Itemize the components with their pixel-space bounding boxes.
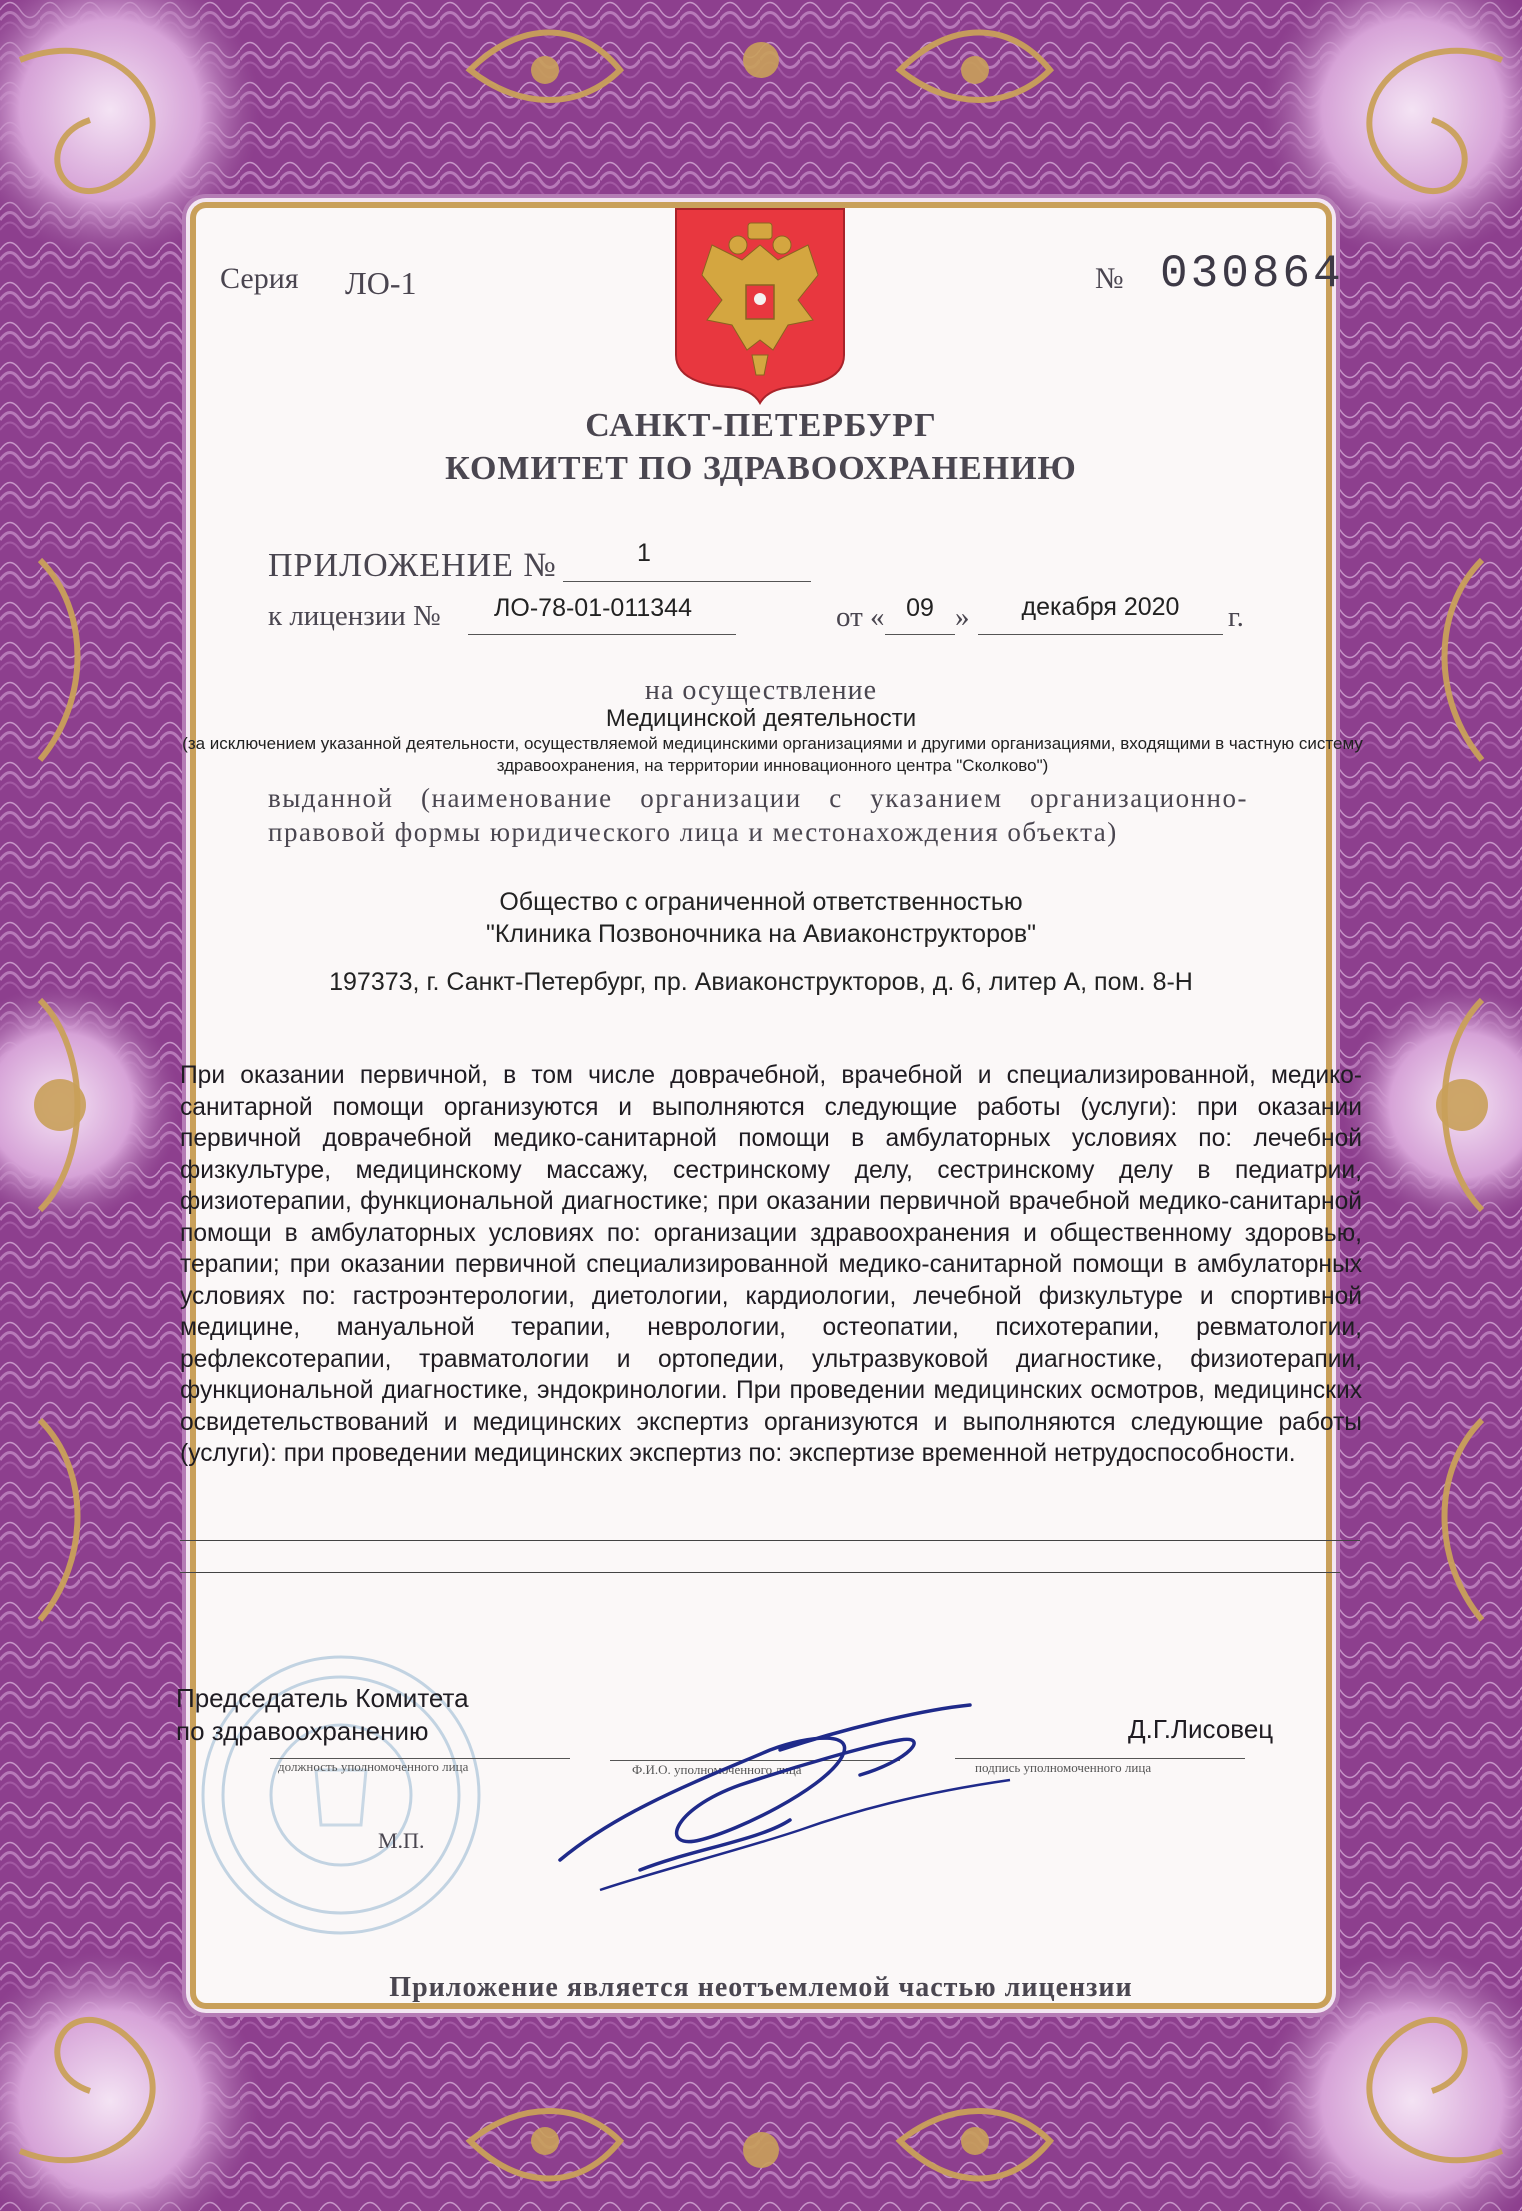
committee-heading: КОМИТЕТ ПО ЗДРАВООХРАНЕНИЮ [445,450,1077,487]
license-day: 09 [906,594,934,622]
organization-address: 197373, г. Санкт-Петербург, пр. Авиаконструкторов, д. 6, литер А, пом. 8-Н [329,968,1193,996]
quote-open: « [870,601,885,633]
caption-position: должность уполномоченного лица [278,1759,469,1774]
issued-to-caption: выданной (наименование организации с указанием организационно-правовой формы юридического лица и местонахождения объекта) [268,783,1248,847]
city-heading: САНКТ-ПЕТЕРБУРГ [585,407,937,444]
number-sign: № [1095,262,1124,295]
closing-rule-1 [180,1540,1360,1541]
series-value: ЛО-1 [345,265,417,301]
organization-name: "Клиника Позвоночника на Авиаконструкторов" [485,920,1037,948]
appendix-number: 1 [637,539,651,567]
caption-signature: подпись уполномоченного лица [975,1760,1152,1775]
organization-form: Общество с ограниченной ответственностью [499,888,1023,916]
signatory-name: Д.Г.Лисовец [1128,1714,1274,1744]
handwritten-signature [540,1690,1060,1900]
quote-close: » [955,601,970,633]
form-number: 030864 [1160,248,1344,300]
activity-note: (за исключением указанной деятельности, осуществляемой медицинскими организациями и другими организациями, входящими в частную систему здравоохранения, на территории инновационного центра "Сколково") [182,734,1363,775]
license-number: ЛО-78-01-011344 [493,594,692,622]
activity-name: Медицинской деятельности [605,705,917,732]
coat-of-arms-icon [672,205,848,405]
license-month-year: декабря 2020 [1021,593,1180,621]
position-underline [270,1740,570,1759]
caption-name: Ф.И.О. уполномоченного лица [632,1762,802,1777]
license-label: к лицензии № [268,600,441,632]
signatory-position [176,1682,469,1748]
position-line-2: по здравоохранению [176,1716,429,1746]
services-text: При оказании первичной, в том числе доврачебной, врачебной и специализированной, медико-санитарной помощи организуются и выполняются следующие работы (услуги): при оказании первичной доврачебной медико-санитарной помощи в амбулаторных условиях по: лечебной физкультуре, медицинскому массажу, сестринскому делу, сестринскому делу в педиатрии, физиотерапии, функциональной диагностике; при оказании первичной врачебной медико-санитарной помощи в амбулаторных условиях по: организации здравоохранения и общественному здоровью, терапии; при оказании первичной специализированной медико-санитарной помощи в амбулаторных условиях по: гастроэнтерологии, диетологии, кардиологии, лечебной физкультуре и спортивной медицине, мануальной терапии, неврологии, остеопатии, психотерапии, ревматологии, рефлексотерапии, травматологии и ортопедии, ультразвуковой диагностике, физиотерапии, функциональной диагностике, эндокринологии. При проведении медицинских осмотров, медицинских освидетельствований и медицинских экспертиз организуются и выполняются следующие работы (услуги): при проведении медицинских экспертиз по: экспертизе временной нетрудоспособности. [180,1062,1362,1467]
series-label: Серия [220,262,299,295]
position-line-1: Председатель Комитета [176,1683,469,1713]
seal-place-label: М.П. [378,1828,425,1853]
year-suffix: г. [1228,601,1244,633]
footer-note: Приложение является неотъемлемой частью лицензии [389,1972,1133,2003]
activity-for-label: на осуществление [644,675,878,706]
date-from-label [836,601,885,634]
closing-rule-2 [180,1572,1340,1573]
date-from-word: от [836,601,863,633]
appendix-label: ПРИЛОЖЕНИЕ № [268,547,557,584]
